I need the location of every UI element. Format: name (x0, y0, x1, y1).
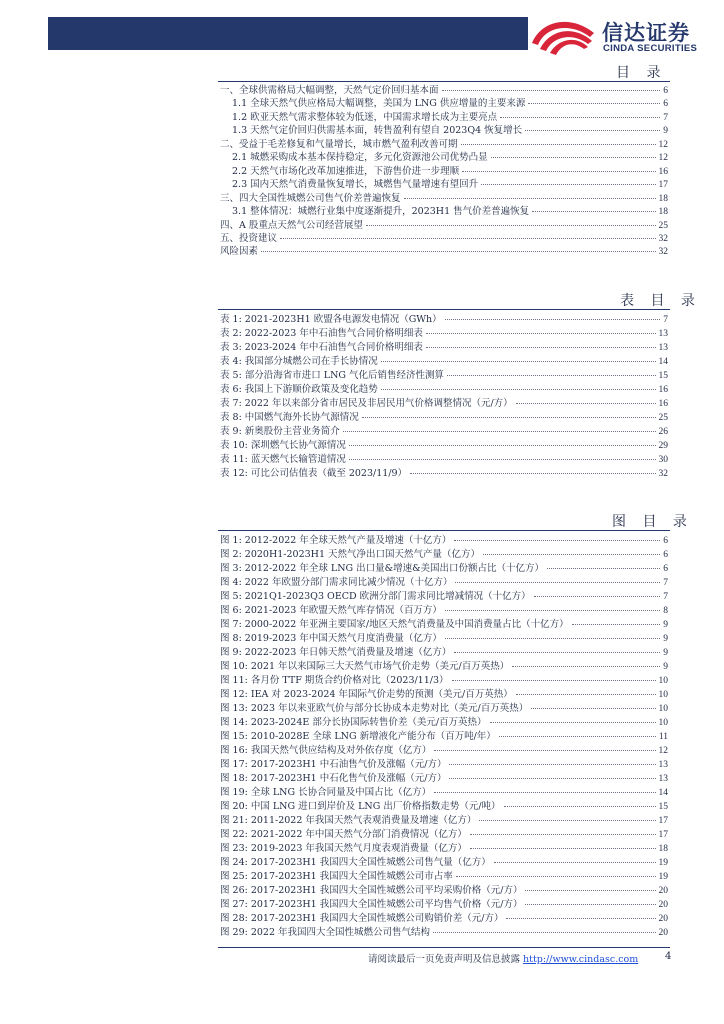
figures-row[interactable] (220, 884, 668, 897)
figures-title: 图 目 录 (612, 514, 693, 530)
figures-label: 图 18: 2017-2023H1 中石化售气价及涨幅（元/方） (220, 773, 447, 784)
figures-label: 图 6: 2021-2023 年欧盟天然气库存情况（百万方） (220, 605, 442, 616)
dot-leader (454, 651, 660, 653)
dot-leader (426, 346, 656, 348)
dot-leader (434, 791, 655, 793)
figures-label: 图 2: 2020H1-2023H1 天然气净出口国天然气产量（亿方） (220, 549, 481, 560)
contents-row[interactable] (232, 205, 668, 218)
dot-leader (531, 707, 655, 709)
dot-leader (470, 833, 656, 835)
contents-page: 16 (658, 166, 668, 177)
brand-name-cn: 信达证券 (602, 21, 690, 45)
contents-page: 32 (658, 233, 668, 244)
dot-leader (449, 777, 655, 779)
dot-leader (525, 889, 655, 891)
figures-row[interactable] (220, 870, 668, 883)
figures-page: 10 (658, 690, 668, 700)
figures-label: 图 10: 2021 年以来国际三大天然气市场气价走势（美元/百万英热） (220, 661, 510, 672)
tables-page: 30 (658, 455, 668, 465)
tables-page: 14 (658, 357, 668, 367)
figures-label: 图 23: 2019-2023 年我国天然气月度表观消费量（亿方） (220, 843, 467, 854)
tables-label: 表 2: 2022-2023 年中石油售气合同价格明细表 (220, 328, 423, 339)
tables-label: 表 7: 2022 年以来部分省市居民及非居民用气价格调整情况（元/方） (220, 398, 513, 409)
figures-label: 图 26: 2017-2023H1 我国四大全国性城燃公司平均采购价格（元/方） (220, 885, 523, 896)
figures-row[interactable] (220, 912, 668, 925)
footer-url-link[interactable]: http://www.cindasc.com (523, 954, 639, 965)
dot-leader (404, 197, 656, 199)
dot-leader (454, 539, 660, 541)
dot-leader (534, 595, 661, 597)
figures-label: 图 29: 2022 年我国四大全国性城燃公司售气结构 (220, 927, 431, 938)
figures-page: 19 (658, 872, 668, 882)
figures-label: 图 9: 2022-2023 年日韩天然气消费量及增速（亿方） (220, 647, 452, 658)
figures-page: 20 (658, 914, 668, 924)
figures-row[interactable] (220, 604, 668, 617)
contents-title: 目 录 (616, 65, 667, 81)
dot-leader (433, 931, 655, 933)
figures-page: 7 (663, 592, 668, 602)
figures-row[interactable] (220, 814, 668, 827)
contents-row[interactable] (220, 245, 668, 258)
contents-page: 17 (658, 180, 668, 191)
figures-page: 6 (663, 564, 668, 574)
brand-name-en: CINDA SECURITIES (603, 43, 698, 54)
figures-page: 9 (663, 620, 668, 630)
tables-page: 13 (658, 329, 668, 339)
figures-page: 9 (663, 662, 668, 672)
dot-leader (445, 637, 660, 639)
contents-label: 三、四大全国性城燃公司售气价差普遍恢复 (220, 192, 401, 204)
dot-leader (261, 250, 655, 252)
figures-page: 18 (658, 844, 668, 854)
figures-row[interactable] (220, 786, 668, 799)
dot-leader (445, 318, 661, 320)
tables-row[interactable] (220, 453, 668, 466)
footer-disclaimer: 请阅读最后一页免责声明及信息披露 (368, 954, 521, 965)
tables-label: 表 6: 我国上下游顺价政策及变化趋势 (220, 384, 378, 395)
figures-page: 20 (658, 928, 668, 938)
contents-label: 风险因素 (220, 246, 259, 258)
figures-page: 19 (658, 858, 668, 868)
tables-row[interactable] (220, 313, 668, 326)
dot-leader (504, 805, 656, 807)
dot-leader (572, 623, 661, 625)
dot-leader (528, 102, 660, 104)
figures-page: 10 (658, 676, 668, 686)
figures-page: 20 (658, 900, 668, 910)
figures-label: 图 3: 2012-2022 年全球 LNG 出口量&增速&美国出口份额占比（十亿方） (220, 563, 545, 574)
figures-label: 图 8: 2019-2023 年中国天然气月度消费量（亿方） (220, 633, 442, 644)
contents-page: 9 (663, 126, 668, 137)
contents-label: 1.2 欧亚天然气需求整体较为低迷，中国需求增长成为主要亮点 (232, 111, 498, 123)
contents-row[interactable] (220, 232, 668, 245)
tables-page: 16 (658, 385, 668, 395)
figures-label: 图 13: 2023 年以来亚欧气价与部分长协成本走势对比（美元/百万英热） (220, 703, 529, 714)
figures-row[interactable] (220, 744, 668, 757)
tables-row[interactable] (220, 397, 668, 410)
dot-leader (410, 472, 655, 474)
figures-page: 7 (663, 578, 668, 588)
contents-label: 一、全球供需格局大幅调整，天然气定价回归基本面 (220, 85, 439, 96)
contents-label: 二、受益于毛差修复和气量增长，城市燃气盈利改善可期 (220, 138, 458, 150)
dot-leader (349, 444, 656, 446)
tables-label: 表 9: 新奥股份主营业务简介 (220, 426, 340, 437)
dot-leader (499, 735, 656, 737)
dot-leader (447, 374, 655, 376)
tables-page: 15 (658, 371, 668, 381)
tables-label: 表 8: 中国燃气海外长协气源情况 (220, 412, 359, 423)
contents-row[interactable] (220, 219, 668, 232)
figures-row[interactable] (220, 730, 668, 743)
figures-row[interactable] (220, 646, 668, 659)
contents-label: 2.2 天然气市场化改革加速推进，下游售价进一步理顺 (232, 165, 460, 177)
figures-page: 12 (658, 746, 668, 756)
figures-row[interactable] (220, 660, 668, 673)
tables-row[interactable] (220, 425, 668, 438)
figures-page: 17 (658, 816, 668, 826)
cinda-logo-icon (528, 13, 598, 57)
dot-leader (456, 875, 656, 877)
tables-page: 16 (658, 399, 668, 409)
figures-page: 9 (663, 634, 668, 644)
dot-leader (483, 553, 660, 555)
dot-leader (445, 609, 660, 611)
tables-row[interactable] (220, 439, 668, 452)
tables-label: 表 3: 2023-2024 年中石油售气合同价格明细表 (220, 342, 423, 353)
tables-row[interactable] (220, 383, 668, 396)
figures-label: 图 7: 2000-2022 年亚洲主要国家/地区天然气消费量及中国消费量占比（十亿方） (220, 619, 569, 630)
figures-row[interactable] (220, 758, 668, 771)
footer-rule (218, 947, 670, 948)
contents-row[interactable] (232, 111, 668, 124)
tables-row[interactable] (220, 355, 668, 368)
figures-row[interactable] (220, 590, 668, 603)
tables-rule (218, 309, 670, 310)
figures-label: 图 11: 各月份 TTF 期货合约价格对比（2023/11/3） (220, 675, 449, 686)
dot-leader (455, 581, 660, 583)
dot-leader (547, 567, 660, 569)
page-number: 4 (665, 951, 672, 962)
tables-page: 29 (658, 441, 668, 451)
figures-page: 11 (658, 732, 668, 742)
figures-row[interactable] (220, 674, 668, 687)
figures-row[interactable] (220, 576, 668, 589)
tables-label: 表 1: 2021-2023H1 欧盟各电源发电情况（GWh） (220, 314, 442, 325)
contents-page: 12 (658, 139, 668, 150)
dot-leader (343, 430, 656, 432)
figures-label: 图 20: 中国 LNG 进口到岸价及 LNG 出厂价格指数走势（元/吨） (220, 801, 501, 812)
figures-row[interactable] (220, 716, 668, 729)
figures-row[interactable] (220, 688, 668, 701)
dot-leader (490, 721, 656, 723)
figures-page: 6 (663, 550, 668, 560)
figures-page: 9 (663, 648, 668, 658)
contents-label: 3.1 整体情况：城燃行业集中度逐渐提升，2023H1 售气价差普遍恢复 (232, 206, 530, 218)
dot-leader (470, 847, 656, 849)
figures-row[interactable] (220, 898, 668, 911)
contents-page: 12 (658, 153, 668, 164)
footer (368, 951, 638, 965)
dot-leader (525, 129, 660, 131)
dot-leader (449, 763, 655, 765)
dot-leader (494, 861, 656, 863)
tables-title: 表 目 录 (620, 293, 701, 309)
figures-page: 10 (658, 718, 668, 728)
dot-leader (366, 224, 656, 226)
contents-row[interactable] (232, 124, 668, 137)
figures-row[interactable] (220, 856, 668, 869)
figures-label: 图 16: 我国天然气供应结构及对外依存度（亿方） (220, 745, 432, 756)
dot-leader (349, 458, 656, 460)
contents-row[interactable] (232, 97, 668, 110)
contents-page: 6 (663, 86, 668, 96)
contents-page: 18 (658, 207, 668, 218)
dot-leader (362, 416, 656, 418)
figures-label: 图 22: 2021-2022 年中国天然气分部门消费情况（亿方） (220, 829, 467, 840)
dot-leader (500, 116, 660, 118)
contents-row[interactable] (220, 192, 668, 205)
tables-page: 7 (663, 315, 668, 325)
contents-label: 2.3 国内天然气消费量恢复增长，城燃售气量增速有望回升 (232, 179, 479, 191)
contents-label: 1.1 全球天然气供应格局大幅调整，美国为 LNG 供应增量的主要来源 (232, 98, 526, 110)
dot-leader (532, 210, 655, 212)
figures-row[interactable] (220, 548, 668, 561)
figures-page: 14 (658, 788, 668, 798)
contents-label: 四、A 股重点天然气公司经营展望 (220, 219, 363, 231)
figures-row[interactable] (220, 702, 668, 715)
figures-row[interactable] (220, 926, 668, 939)
figures-label: 图 14: 2023-2024E 部分长协国际转售价差（美元/百万英热） (220, 717, 487, 728)
figures-row[interactable] (220, 618, 668, 631)
contents-row[interactable] (232, 165, 668, 178)
dot-leader (452, 679, 656, 681)
tables-label: 表 4: 我国部分城燃公司在手长协情况 (220, 356, 378, 367)
contents-label: 2.1 城燃采购成本基本保持稳定，多元化资源池公司优势凸显 (232, 152, 488, 164)
figures-rule (218, 530, 670, 531)
tables-page: 25 (658, 413, 668, 423)
contents-page: 18 (658, 193, 668, 204)
header-band (48, 17, 528, 50)
tables-page: 13 (658, 343, 668, 353)
dot-leader (481, 183, 655, 185)
figures-page: 6 (663, 536, 668, 546)
tables-row[interactable] (220, 467, 668, 480)
dot-leader (462, 170, 655, 172)
dot-leader (512, 665, 660, 667)
tables-page: 26 (658, 427, 668, 437)
contents-page: 25 (658, 220, 668, 231)
figures-label: 图 25: 2017-2023H1 我国四大全国性城燃公司市占率 (220, 871, 453, 882)
figures-page: 17 (658, 830, 668, 840)
figures-label: 图 4: 2022 年欧盟分部门需求同比减少情况（十亿方） (220, 577, 453, 588)
contents-page: 6 (663, 99, 668, 110)
figures-row[interactable] (220, 562, 668, 575)
figures-label: 图 5: 2021Q1-2023Q3 OECD 欧洲分部门需求同比增减情况（十亿方） (220, 591, 531, 602)
tables-row[interactable] (220, 369, 668, 382)
figures-label: 图 28: 2017-2023H1 我国四大全国性城燃公司购销价差（元/方） (220, 913, 504, 924)
figures-row[interactable] (220, 842, 668, 855)
contents-rule (218, 81, 670, 82)
tables-label: 表 5: 部分沿海省市进口 LNG 气化后销售经济性测算 (220, 370, 445, 381)
figures-row[interactable] (220, 632, 668, 645)
figures-label: 图 19: 全球 LNG 长协合同量及中国占比（亿方） (220, 787, 432, 798)
dot-leader (479, 819, 655, 821)
figures-page: 20 (658, 886, 668, 896)
figures-row[interactable] (220, 800, 668, 813)
tables-row[interactable] (220, 327, 668, 340)
contents-row[interactable] (220, 138, 668, 151)
figures-label: 图 15: 2010-2028E 全球 LNG 新增液化产能分布（百万吨/年） (220, 731, 496, 742)
contents-row[interactable] (232, 178, 668, 191)
dot-leader (491, 156, 656, 158)
contents-row[interactable] (232, 151, 668, 164)
dot-leader (434, 749, 655, 751)
contents-page: 32 (658, 247, 668, 258)
dot-leader (381, 360, 656, 362)
figures-label: 图 17: 2017-2023H1 中石油售气价及涨幅（元/方） (220, 759, 447, 770)
dot-leader (506, 917, 655, 919)
tables-label: 表 11: 蓝天燃气长输管道情况 (220, 454, 346, 465)
dot-leader (461, 143, 656, 145)
figures-row[interactable] (220, 534, 668, 547)
figures-label: 图 21: 2011-2022 年我国天然气表观消费量及增速（亿方） (220, 815, 477, 826)
figures-page: 10 (658, 704, 668, 714)
tables-label: 表 12: 可比公司估值表（截至 2023/11/9） (220, 468, 408, 479)
dot-leader (516, 402, 656, 404)
figures-page: 15 (658, 802, 668, 812)
figures-page: 13 (658, 760, 668, 770)
figures-label: 图 24: 2017-2023H1 我国四大全国性城燃公司售气量（亿方） (220, 857, 491, 868)
figures-label: 图 1: 2012-2022 年全球天然气产量及增速（十亿方） (220, 535, 452, 546)
figures-page: 13 (658, 774, 668, 784)
figures-page: 8 (663, 606, 668, 616)
dot-leader (525, 903, 655, 905)
figures-row[interactable] (220, 772, 668, 785)
figures-row[interactable] (220, 828, 668, 841)
figures-label: 图 27: 2017-2023H1 我国四大全国性城燃公司平均售气价格（元/方） (220, 899, 523, 910)
tables-page: 32 (658, 469, 668, 479)
dot-leader (516, 693, 656, 695)
tables-row[interactable] (220, 411, 668, 424)
tables-label: 表 10: 深圳燃气长协气源情况 (220, 440, 346, 451)
contents-page: 7 (663, 112, 668, 123)
tables-row[interactable] (220, 341, 668, 354)
figures-label: 图 12: IEA 对 2023-2024 年国际气价走势的预测（美元/百万英热） (220, 689, 513, 700)
dot-leader (381, 388, 656, 390)
contents-label: 五、投资建议 (220, 232, 278, 244)
contents-label: 1.3 天然气定价回归供需基本面，转售盈利有望自 2023Q4 恢复增长 (232, 125, 523, 137)
contents-row[interactable] (220, 84, 668, 97)
dot-leader (426, 332, 656, 334)
dot-leader (442, 89, 661, 91)
dot-leader (280, 237, 655, 239)
